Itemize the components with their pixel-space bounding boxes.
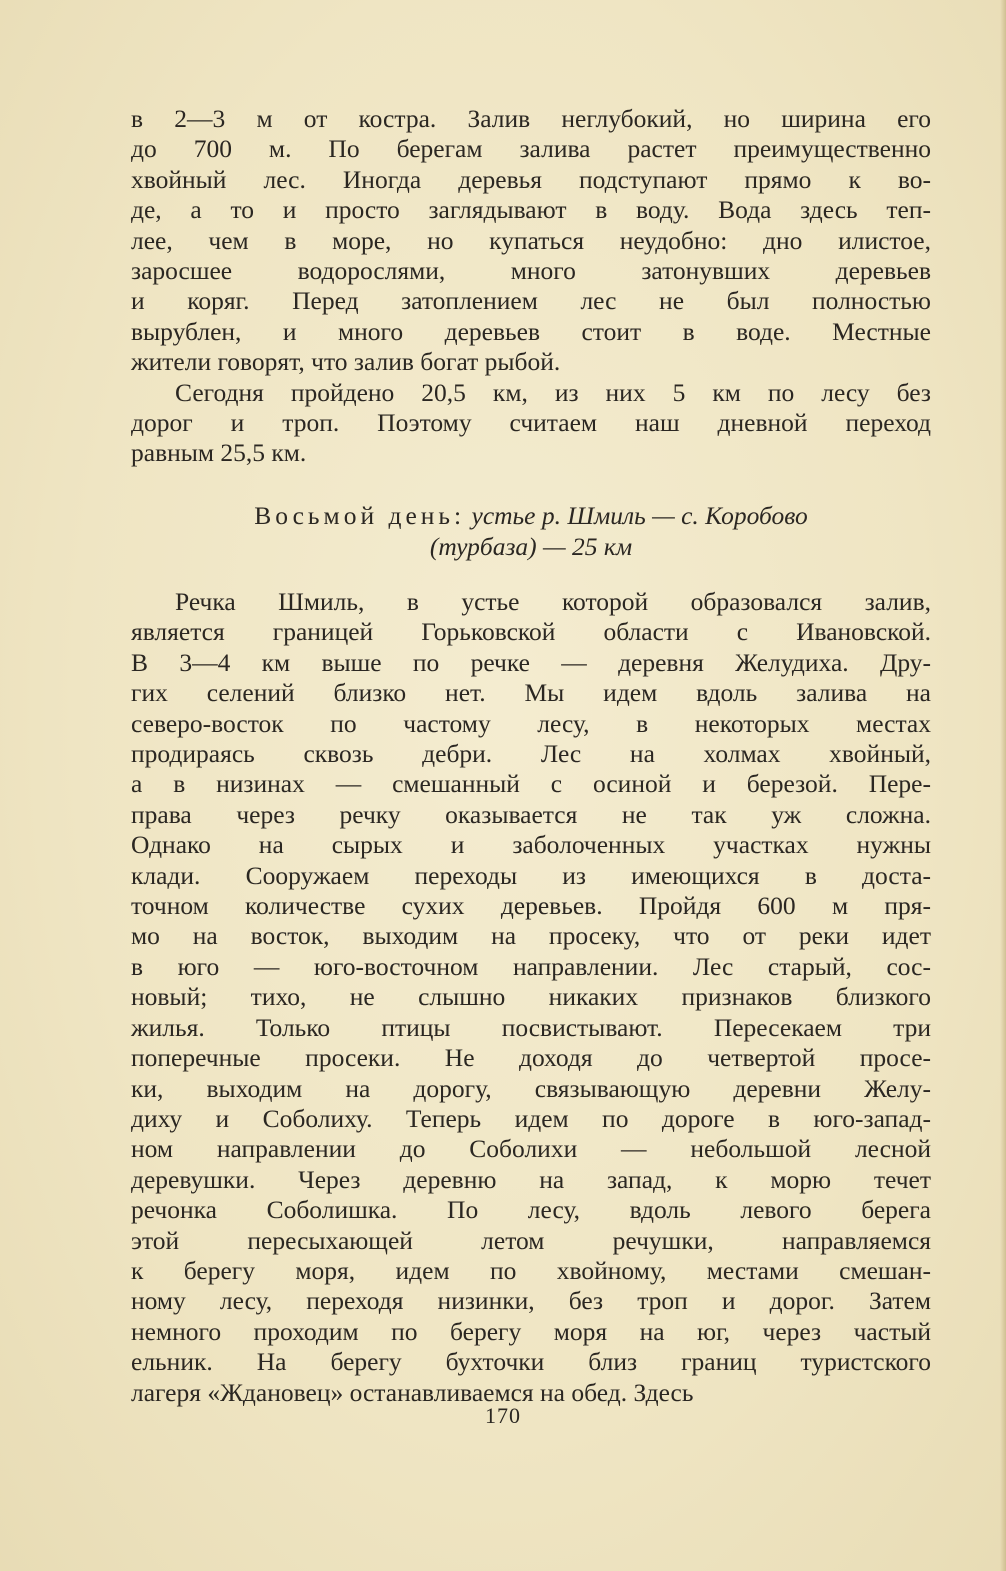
text-line: заросшее водорослями, много затонувших деревьев: [131, 256, 931, 286]
text-line: вырублен, и много деревьев стоит в воде. Местные: [131, 316, 931, 346]
text-line: жители говорят, что залив богат рыбой.: [131, 347, 561, 377]
text-line: в юго — юго-восточном направлении. Лес старый, сос-: [131, 951, 931, 981]
paragraph-3: [131, 587, 931, 1408]
page-edge-shadow: [1000, 0, 1006, 1571]
text-line: хвойный лес. Иногда деревья подступают прямо к во-: [131, 164, 931, 194]
text-line: ельник. На берегу бухточки близ границ туристского: [131, 1347, 931, 1377]
text-block-top: [131, 104, 931, 469]
text-line: де, а то и просто заглядывают в воду. Вода здесь теп-: [131, 195, 931, 225]
text-line: ному лесу, переходя низинки, без троп и дорог. Затем: [131, 1286, 931, 1316]
heading-route-part-1: устье р. Шмиль — с. Коробово: [471, 501, 808, 530]
text-line: лагеря «Ждановец» останавливаемся на обед. Здесь: [131, 1377, 694, 1407]
text-line: ном направлении до Соболихи — небольшой лесной: [131, 1134, 931, 1164]
text-line: до 700 м. По берегам залива растет преимущественно: [131, 134, 931, 164]
text-line: немного проходим по берегу моря на юг, через частый: [131, 1316, 931, 1346]
text-line: деревушки. Через деревню на запад, к морю течет: [131, 1164, 931, 1194]
text-line: продираясь сквозь дебри. Лес на холмах хвойный,: [131, 739, 931, 769]
text-line: является границей Горьковской области с Ивановской.: [131, 617, 931, 647]
text-line: и коряг. Перед затоплением лес не был полностью: [131, 286, 931, 316]
text-line: жилья. Только птицы посвистывают. Пересекаем три: [131, 1012, 931, 1042]
text-line: права через речку оказывается не так уж сложна.: [131, 799, 931, 829]
text-line: дорог и троп. Поэтому считаем наш дневной переход: [131, 408, 931, 438]
text-line: диху и Соболиху. Теперь идем по дороге в юго-запад-: [131, 1103, 931, 1133]
chapter-heading: [131, 500, 931, 562]
text-line: Речка Шмиль, в устье которой образовался залив,: [175, 587, 931, 616]
text-line: к берегу моря, идем по хвойному, местами смешан-: [131, 1255, 931, 1285]
text-line: Однако на сырых и заболоченных участках нужны: [131, 830, 931, 860]
text-line: клади. Сооружаем переходы из имеющихся в доста-: [131, 860, 931, 890]
page-number: 170: [485, 1403, 521, 1428]
text-line: этой пересыхающей летом речушки, направляемся: [131, 1225, 931, 1255]
text-line: а в низинах — смешанный с осиной и березой. Пере-: [131, 769, 931, 799]
heading-line-1: [131, 500, 931, 531]
text-line: точном количестве сухих деревьев. Пройдя 600 м пря-: [131, 891, 931, 921]
text-line: В 3—4 км выше по речке — деревня Желудиха. Дру-: [131, 647, 931, 677]
heading-route-part-2: (турбаза) — 25 км: [429, 532, 633, 561]
heading-line-2: [131, 531, 931, 562]
text-line: ки, выходим на дорогу, связывающую деревни Желу-: [131, 1073, 931, 1103]
text-line: в 2—3 м от костра. Залив неглубокий, но ширина его: [131, 104, 931, 133]
paragraph-2: [131, 378, 931, 469]
paragraph-1: [131, 104, 931, 378]
text-line: новый; тихо, не слышно никаких признаков близкого: [131, 982, 931, 1012]
text-line: Сегодня пройдено 20,5 км, из них 5 км по лесу без: [175, 377, 931, 407]
text-line: гих селений близко нет. Мы идем вдоль залива на: [131, 678, 931, 708]
text-line: поперечные просеки. Не доходя до четвертой просе-: [131, 1043, 931, 1073]
text-line: равным 25,5 км.: [131, 438, 307, 468]
text-line: мо на восток, выходим на просеку, что от реки идет: [131, 921, 931, 951]
text-line: северо-восток по частому лесу, в некоторых местах: [131, 708, 931, 738]
heading-day-label: Восьмой день:: [254, 501, 466, 530]
text-line: речонка Соболишка. По лесу, вдоль левого берега: [131, 1195, 931, 1225]
text-line: лее, чем в море, но купаться неудобно: дно илистое,: [131, 225, 931, 255]
text-block-main: [131, 587, 931, 1408]
